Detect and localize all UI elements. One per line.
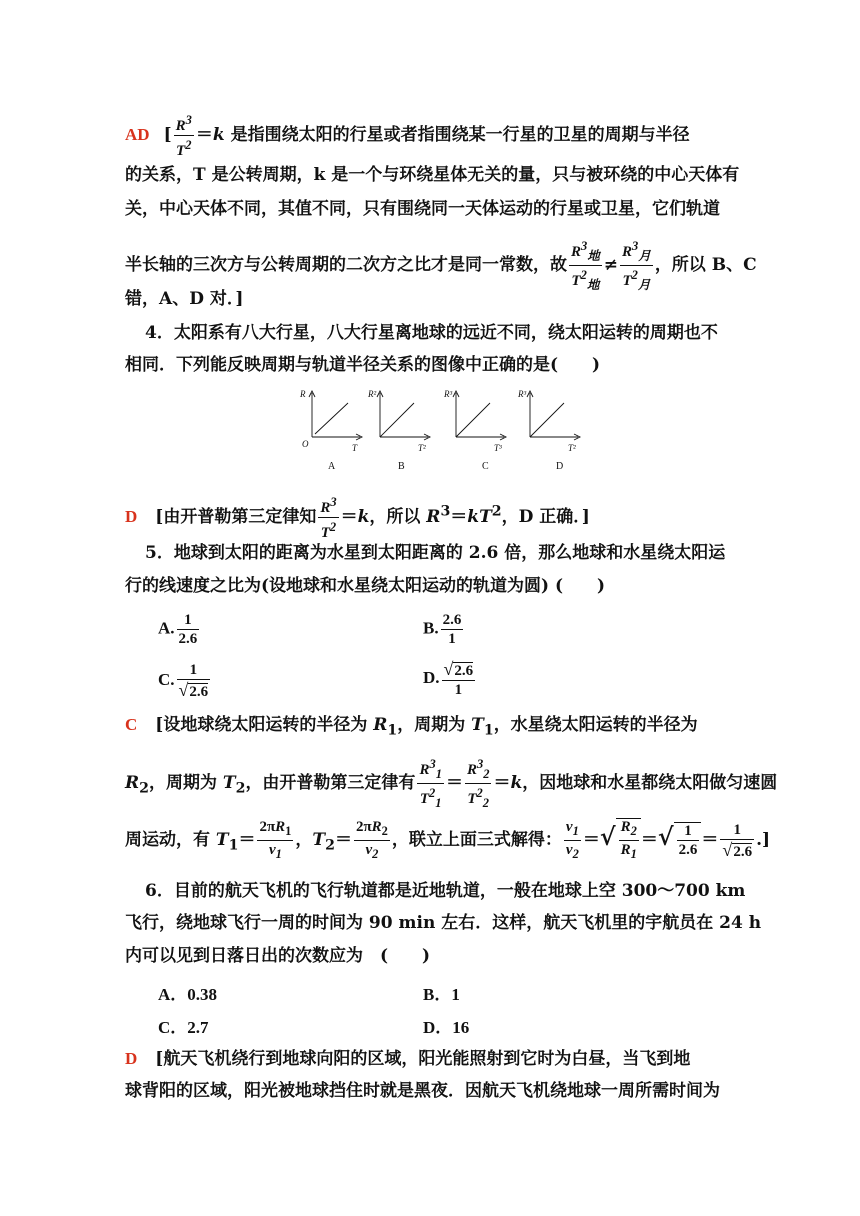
svg-text:C: C [482, 461, 489, 472]
graph-c [443, 389, 506, 472]
svg-text:R³: R³ [518, 389, 527, 399]
p1-line-4: 半长轴的三次方与公转周期的二次方之比才是同一常数，故 $\frac{R^3_地}{T^2_地}$ ≠ $\frac{R^3_月}{T^2_月}$ ，所以 B、C [125, 239, 757, 292]
p1-line-5: 错，A、D 对．] [125, 289, 244, 309]
graph-d [517, 389, 580, 472]
svg-text:T²: T² [568, 443, 576, 453]
q6-solution-text: [航天飞机绕行到地球向阳的区域，阳光能照射到它时为白昼，当飞到地 [155, 1049, 691, 1069]
q5-option-b: B. $\frac{2.6}{1}$ [423, 612, 462, 647]
svg-text:A: A [328, 461, 336, 472]
svg-text:T³: T³ [494, 443, 502, 453]
q5-solution-1: C [设地球绕太阳运转的半径为 $R_1$，周期为 $T_1$，水星绕太阳运转的半径为 [125, 715, 698, 739]
q5-solution-3: 周运动，有 $T_1=$ $\frac{2\pi R_1}{v_1}$ ，$T_2=$ $\frac{2\pi R_2}{v_2}$ ，联立上面三式解得： $\frac{v_1}{v_2}$ ＝√ $\frac{R_2}{R_1}$ ＝√ $\frac{1}{2.6}$ ＝ $\frac{1}{√2.6}$ .] [125, 819, 771, 861]
q5-line-2: 行的线速度之比为(设地球和水星绕太阳运动的轨道为圆) ( ) [125, 576, 606, 596]
p1-line-1: AD [ $\frac{R^3}{T^2}$ ＝k 是指围绕太阳的行星或者指围绕某一行星的卫星的周期与半径 [125, 113, 690, 159]
q6-solution-1 [125, 1046, 690, 1072]
fraction: $\frac{R^3}{T^2}$ [175, 113, 192, 159]
graph-a [299, 389, 362, 472]
q6-line-3: 内可以见到日落日出的次数应为 ( ) [125, 946, 431, 966]
answer-label: AD [125, 125, 150, 144]
fraction: $\frac{R^3}{T^2}$ [320, 495, 337, 541]
q6-option-c: C．2.7 [158, 1018, 209, 1037]
graph-options [290, 385, 590, 475]
q6-option-d: D．16 [423, 1018, 470, 1037]
q5-option-d: D. $\frac{√2.6}{1}$ [423, 659, 474, 698]
svg-text:R³: R³ [444, 389, 453, 399]
fraction: $\frac{R^3_地}{T^2_地}$ [571, 239, 600, 292]
q6-solution-2: 球背阳的区域，阳光被地球挡住时就是黑夜．因航天飞机绕地球一周所需时间为 [125, 1081, 720, 1101]
q6-option-b: B．1 [423, 985, 460, 1004]
fraction: $\frac{R^3_月}{T^2_月}$ [622, 239, 651, 292]
svg-text:T: T [352, 443, 358, 453]
svg-text:D: D [556, 461, 564, 472]
q5-option-a: A. $\frac{1}{2.6}$ [158, 612, 198, 647]
svg-text:B: B [398, 461, 405, 472]
svg-text:R²: R² [368, 389, 377, 399]
svg-text:T²: T² [418, 443, 426, 453]
q5-solution-2: $R_2$，周期为 $T_2$，由开普勒第三定律有 $\frac{R^3_1}{T^2_1}$ ＝ $\frac{R^3_2}{T^2_2}$ ＝k，因地球和水星都绕太阳做匀速圆 [125, 757, 778, 810]
q5-line-1: 5．地球到太阳的距离为水星到太阳距离的 2.6 倍，那么地球和水星绕太阳运 [145, 543, 726, 563]
q6-line-2: 飞行，绕地球飞行一周的时间为 90 min 左右．这样，航天飞机里的宇航员在 24 h [125, 913, 762, 933]
q4-solution: D [由开普勒第三定律知 $\frac{R^3}{T^2}$ ＝k，所以 $R^3=kT^2$，D 正确．] [125, 495, 590, 541]
q4-line-2: 相同．下列能反映周期与轨道半径关系的图像中正确的是( ) [125, 355, 601, 375]
q6-option-a: A．0.38 [158, 985, 218, 1004]
q6-line-1: 6．目前的航天飞机的飞行轨道都是近地轨道，一般在地球上空 300～700 km [145, 881, 746, 901]
answer-label: D [125, 507, 138, 526]
graph-b [367, 389, 430, 472]
svg-text:O: O [302, 439, 309, 449]
q4-line-1: 4．太阳系有八大行星，八大行星离地球的远近不同，绕太阳运转的周期也不 [145, 323, 718, 343]
answer-label: D [125, 1049, 138, 1068]
p1-line-2: 的关系，T 是公转周期，k 是一个与环绕星体无关的量，只与被环绕的中心天体有 [125, 165, 740, 185]
answer-label: C [125, 715, 138, 734]
q5-option-c: C. $\frac{1}{√2.6}$ [158, 662, 209, 700]
svg-text:R: R [300, 389, 306, 399]
p1-line-3: 关，中心天体不同，其值不同，只有围绕同一天体运动的行星或卫星，它们轨道 [125, 199, 720, 219]
